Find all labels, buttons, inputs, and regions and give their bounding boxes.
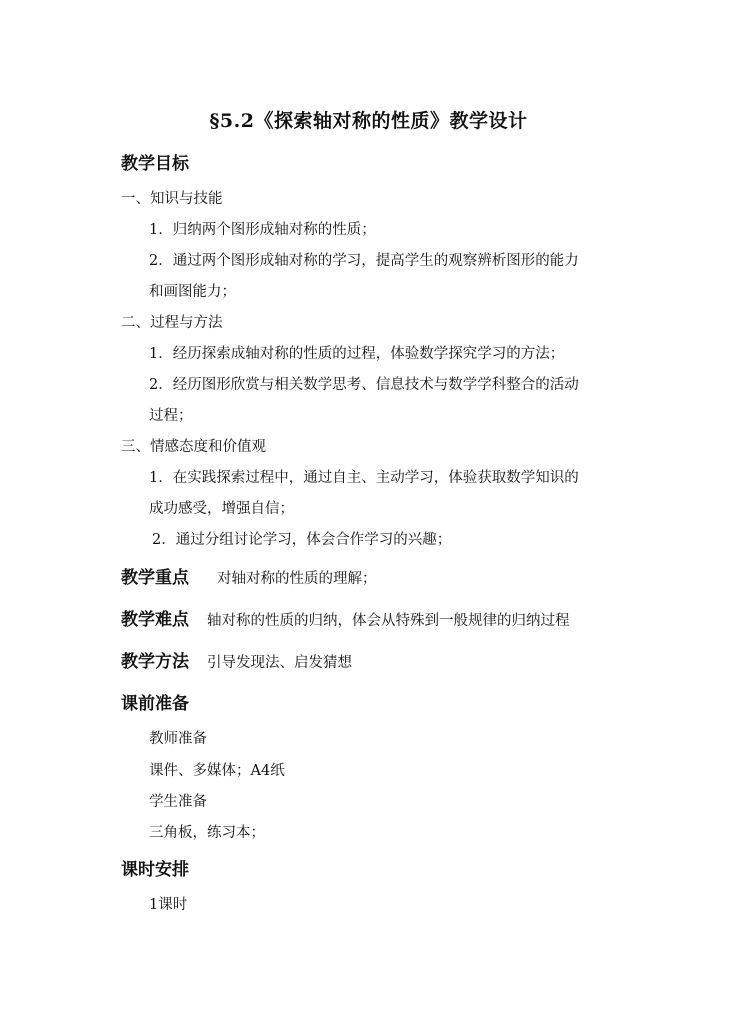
document-title: §5.2《探索轴对称的性质》教学设计 [209,110,528,132]
teacher-prep-label: 教师准备 [149,731,207,747]
key-point-row [121,563,377,588]
knowledge-item-2-line-2: 和画图能力； [149,284,236,300]
knowledge-item-1: 1．归纳两个图形成轴对称的性质； [149,222,376,238]
student-prep-items: 三角板，练习本； [149,825,265,841]
process-item-1: 1．经历探索成轴对称的性质的过程，体验数学探究学习的方法； [149,346,565,362]
heading-preparation: 课前准备 [121,694,189,714]
difficulty-text: 轴对称的性质的归纳，体会从特殊到一般规律的归纳过程 [207,613,570,629]
teacher-prep-items: 课件、多媒体；A4纸 [149,763,285,779]
heading-teaching-goals: 教学目标 [121,154,189,174]
process-item-2-line-2: 过程； [149,408,193,424]
heading-schedule: 课时安排 [121,860,189,880]
process-item-2-line-1: 2．经历图形欣赏与相关数学思考、信息技术与数学学科整合的活动 [149,377,579,393]
key-point-text: 对轴对称的性质的理解； [217,571,377,587]
student-prep-label: 学生准备 [149,794,207,810]
knowledge-item-2-line-1: 2．通过两个图形成轴对称的学习，提高学生的观察辨析图形的能力 [149,253,579,269]
subheading-process-methods: 二、过程与方法 [121,315,223,331]
method-row [121,647,352,672]
difficulty-row [121,605,570,630]
subheading-attitude-values: 三、情感态度和价值观 [121,439,266,455]
heading-key-point: 教学重点 [121,568,189,588]
attitude-item-1-line-1: 1．在实践探索过程中，通过自主、主动学习，体验获取数学知识的 [149,470,579,486]
attitude-item-2: 2．通过分组讨论学习，体会合作学习的兴趣； [152,532,452,548]
schedule-text: 1课时 [149,897,188,913]
heading-method: 教学方法 [121,652,189,672]
method-text: 引导发现法、启发猜想 [207,655,352,671]
subheading-knowledge-skills: 一、知识与技能 [121,191,223,207]
heading-difficulty: 教学难点 [121,610,189,630]
attitude-item-1-line-2: 成功感受，增强自信； [149,501,294,517]
